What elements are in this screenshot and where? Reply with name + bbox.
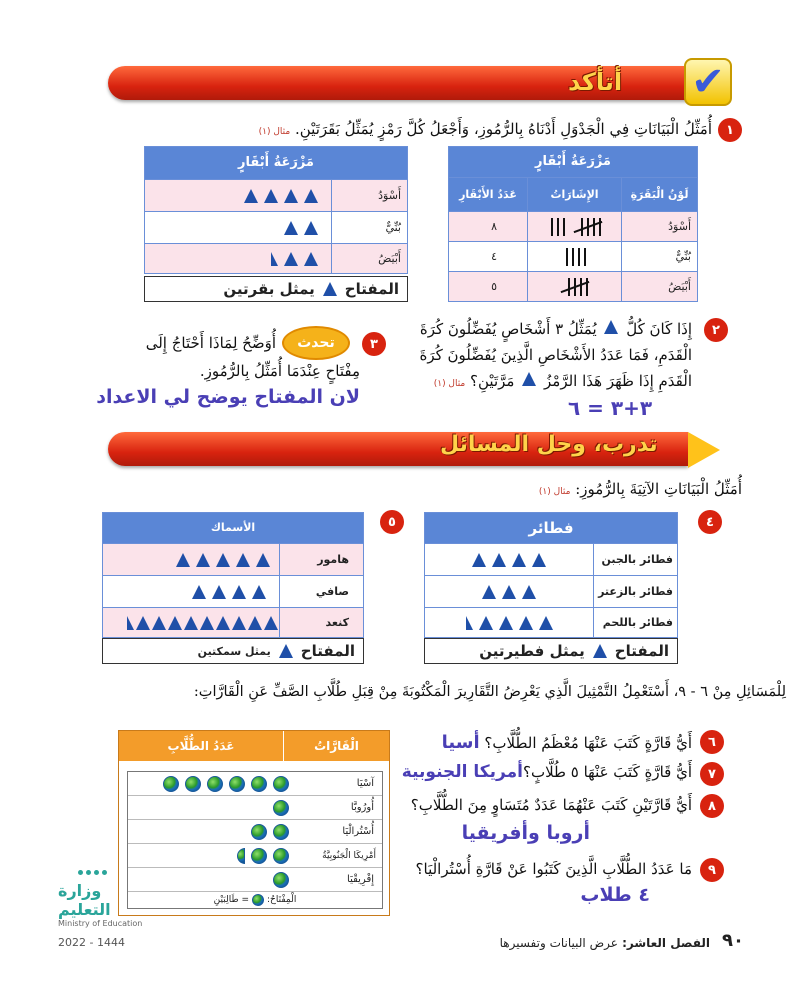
table-row: كنعد bbox=[103, 607, 363, 637]
symbols-cell bbox=[425, 608, 593, 637]
cow-pictograph-title: مَزْرَعَةُ أَبْقَارٍ bbox=[145, 147, 407, 179]
question-9-text: مَا عَدَدُ الطُّلَّابِ الَّذِينَ كَتَبُوا عَنْ قَارَّةِ أُسْتُرالْيَا؟ bbox=[415, 860, 692, 878]
symbols-cell bbox=[103, 544, 279, 575]
table-row: صافي bbox=[103, 575, 363, 607]
question-number-6: ٦ bbox=[700, 730, 724, 754]
talk-badge: تحدث bbox=[282, 326, 350, 360]
question-6-answer: أسيا bbox=[441, 732, 480, 753]
practice-intro: أُمَثِّلُ الْبَيَانَاتِ الآتِيَةَ بِالرُّمُوزِ: مثال (١) bbox=[538, 480, 742, 498]
col-count: عَدَدُ الأَبْقَارِ bbox=[459, 188, 517, 201]
tally-table-title: مَزْرَعَةُ أَبْقَارٍ bbox=[449, 147, 697, 177]
tally-marks bbox=[527, 212, 621, 241]
table-row: هامور bbox=[103, 543, 363, 575]
page-number: ٩٠ bbox=[722, 930, 744, 951]
footer-year: 2022 - 1444 bbox=[58, 936, 125, 949]
pies-pictograph bbox=[424, 512, 678, 638]
question-number-8: ٨ bbox=[700, 794, 724, 818]
symbols-cell bbox=[270, 872, 292, 888]
symbols-cell bbox=[103, 608, 279, 637]
triangle-icon bbox=[279, 644, 293, 658]
question-3-line2: مِفْتَاحٍ عِنْدَمَا أُمَثِّلُ بِالرُّمُوزِ. bbox=[199, 362, 360, 380]
tally-table bbox=[448, 146, 698, 302]
col-tally: الإِشَارَاتُ bbox=[527, 178, 621, 211]
instructions-text: لِلْمَسَائِلِ مِنْ ٦ - ٩، أَسْتَعْمِلُ التَّمْثِيلَ الَّذِي يَعْرِضُ التَّقَارِيرَ الْمَكْتُوبَةَ مِنْ قِبَلِ طُلَّابِ الصَّفِّ عَنِ الْقَارَّاتِ: bbox=[193, 684, 786, 700]
fish-title: الأسماك bbox=[103, 513, 363, 543]
question-6-text: أَيُّ قَارَّةٍ كَتَبَ عَنْهَا مُعْظَمُ الطُّلَّابِ؟ أسيا bbox=[441, 732, 692, 753]
table-row: أَبْيَضُ ٥ bbox=[449, 271, 697, 301]
question-2-line1: إِذَا كَانَ كُلُّ يُمَثِّلُ ٣ أَشْخَاصٍ يُفَضِّلُونَ كُرَةَ bbox=[419, 320, 692, 338]
continents-key: الْمِفْتَاحُ: = طَالِبَيْنِ bbox=[213, 895, 297, 905]
symbols-cell bbox=[145, 244, 331, 273]
cow-key bbox=[144, 276, 408, 302]
globe-icon bbox=[252, 894, 264, 906]
table-row: آسْيَا bbox=[128, 772, 382, 796]
symbols-cell bbox=[270, 800, 292, 816]
table-row: أُورُوبَّا bbox=[128, 796, 382, 820]
question-9-answer: ٤ طلاب bbox=[580, 884, 650, 906]
table-row: أَسْوَدُ ٨ bbox=[449, 211, 697, 241]
table-row: فطائر بالزعتر bbox=[425, 575, 677, 607]
question-number-2: ٢ bbox=[704, 318, 728, 342]
table-row: فطائر باللحم bbox=[425, 607, 677, 637]
table-row: أَبْيَضُ bbox=[145, 243, 407, 273]
key-text: يمثل بقرتين bbox=[223, 280, 315, 298]
section-title-confirm: أتأكد bbox=[568, 68, 623, 96]
question-2-line3: الْقَدَمِ إِذَا ظَهَرَ هَذَا الرَّمْزُ مَرَّتَيْنِ؟ مثال (١) bbox=[433, 372, 692, 390]
section-title-practice: تدرب، وحل المسائل bbox=[440, 432, 658, 457]
question-number-5: ٥ bbox=[380, 510, 404, 534]
symbols-cell bbox=[103, 576, 279, 607]
table-row: أَمْرِيكَا الْجَنُوبِيَّةُ bbox=[128, 844, 382, 868]
checkmark-icon: ✔ bbox=[684, 58, 732, 106]
symbols-cell bbox=[160, 776, 292, 792]
symbols-cell bbox=[145, 212, 331, 243]
triangle-arrow-icon bbox=[688, 432, 720, 468]
triangle-icon bbox=[323, 282, 337, 296]
fish-pictograph bbox=[102, 512, 364, 638]
cow-pictograph bbox=[144, 146, 408, 274]
ministry-logo: وزارة التعليم Ministry of Education bbox=[58, 870, 150, 930]
tally-marks bbox=[527, 272, 621, 301]
table-row: بُنِّيٌّ bbox=[145, 211, 407, 243]
table-row: فطائر بالجبن bbox=[425, 543, 677, 575]
continents-pictograph bbox=[118, 730, 390, 916]
question-number-3: ٣ bbox=[362, 332, 386, 356]
triangle-icon bbox=[604, 320, 618, 334]
question-2-line2: الْقَدَمِ، فَمَا عَدَدُ الأَشْخَاصِ الَّذِينَ يُفَضِّلُونَ كُرَةَ bbox=[419, 346, 692, 364]
question-8-answer: أروبا وأفريقيا bbox=[461, 822, 590, 844]
triangle-icon bbox=[593, 644, 607, 658]
question-8-text: أَيُّ قَارَّتَيْنِ كَتَبَ عَنْهُمَا عَدَدٌ مُتَسَاوٍ مِنَ الطُّلَّابِ؟ bbox=[410, 796, 692, 814]
key-label: المفتاح bbox=[344, 280, 399, 298]
symbols-cell bbox=[425, 576, 593, 607]
question-1-text: أُمَثِّلُ الْبَيَانَاتِ فِي الْجَدْوَلِ أَدْنَاهُ بِالرُّمُوزِ، وَأَجْعَلُ كُلَّ رَمْزٍ يُمَثِّلُ بَقَرَتَيْنِ. مثال (١) bbox=[258, 120, 712, 138]
question-number-9: ٩ bbox=[700, 858, 724, 882]
symbols-cell bbox=[248, 824, 292, 840]
question-3-answer: لان المفتاح يوضح لي الاعداد bbox=[96, 386, 360, 408]
pies-title: فطائر bbox=[425, 513, 677, 543]
symbols-cell bbox=[425, 544, 593, 575]
fish-key: المفتاح يمثل سمكتين bbox=[102, 638, 364, 664]
col-cow-color: لَوْنُ الْبَقَرَةِ bbox=[621, 178, 697, 211]
col-students: عَدَدُ الطُّلَّابِ bbox=[167, 739, 235, 753]
tally-marks bbox=[527, 242, 621, 271]
symbols-cell bbox=[145, 180, 331, 211]
footer-chapter: الفصل العاشر: عرض البيانات وتفسيرها bbox=[499, 936, 710, 950]
col-continents: الْقَارَّاتُ bbox=[283, 731, 389, 761]
question-number-4: ٤ bbox=[698, 510, 722, 534]
triangle-icon bbox=[522, 372, 536, 386]
pies-key: المفتاح يمثل فطيرتين bbox=[424, 638, 678, 664]
question-number-1: ١ bbox=[718, 118, 742, 142]
example-ref: مثال (١) bbox=[258, 127, 291, 137]
question-3-line1: أُوَضِّحُ لِمَاذَا أَحْتَاجُ إِلَى bbox=[145, 334, 276, 352]
question-7-answer: أمريكا الجنوبية bbox=[401, 762, 523, 782]
table-row: إِفْرِيقْيَا bbox=[128, 868, 382, 892]
question-number-7: ٧ bbox=[700, 762, 724, 786]
symbols-cell bbox=[234, 848, 292, 864]
table-row: أُسْتُرالْيَا bbox=[128, 820, 382, 844]
question-2-answer: ٣+٣ = ٦ bbox=[568, 396, 653, 420]
table-row: بُنِّيٌّ ٤ bbox=[449, 241, 697, 271]
question-7-text: أَيُّ قَارَّةٍ كَتَبَ عَنْهَا ٥ طُلَّابٍ؟أمريكا الجنوبية bbox=[401, 762, 692, 782]
table-row: أَسْوَدُ bbox=[145, 179, 407, 211]
